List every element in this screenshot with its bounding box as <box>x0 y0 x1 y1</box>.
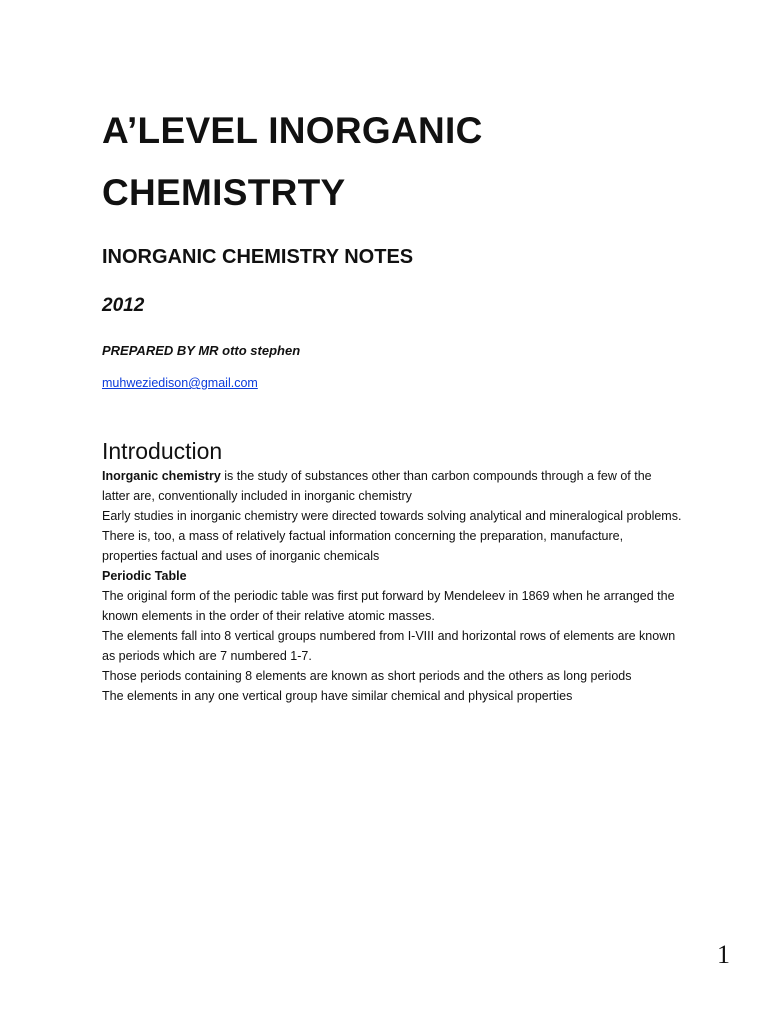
document-title-line-2: CHEMISTRTY <box>102 172 346 213</box>
inorganic-chemistry-term: Inorganic chemistry <box>102 469 221 483</box>
introduction-heading: Introduction <box>102 438 223 464</box>
introduction-paragraph-1-text: is the study of substances other than carbon compounds through a few of the latter are, conventionally included in inorganic chemistry <box>102 469 652 503</box>
document-subtitle: INORGANIC CHEMISTRY NOTES <box>102 246 414 268</box>
periodic-table-paragraph-1: The original form of the periodic table was first put forward by Mendeleev in 1869 when he arranged the known elements in the order of their relative atomic masses. <box>102 589 675 623</box>
page-number: 1 <box>717 940 730 969</box>
document-title-line-1: A’LEVEL INORGANIC <box>102 110 483 151</box>
periodic-table-paragraph-2: The elements fall into 8 vertical groups numbered from I-VIII and horizontal rows of elements are known as periods which are 7 numbered 1-7. <box>102 629 676 663</box>
periodic-table-heading: Periodic Table <box>102 569 187 583</box>
page-content <box>102 100 682 706</box>
introduction-paragraph-1 <box>102 466 682 506</box>
periodic-table-paragraph-3: Those periods containing 8 elements are known as short periods and the others as long periods <box>102 669 632 683</box>
prepared-by: PREPARED BY MR otto stephen <box>102 343 301 358</box>
introduction-paragraph-2: Early studies in inorganic chemistry were directed towards solving analytical and mineralogical problems. There is, too, a mass of relatively factual information concerning the preparation, manufacture, properties factual and uses of inorganic chemicals <box>102 509 682 563</box>
periodic-table-paragraph-4: The elements in any one vertical group have similar chemical and physical properties <box>102 689 573 703</box>
author-email-link[interactable]: muhweziedison@gmail.com <box>102 376 258 390</box>
document-year: 2012 <box>102 295 145 316</box>
